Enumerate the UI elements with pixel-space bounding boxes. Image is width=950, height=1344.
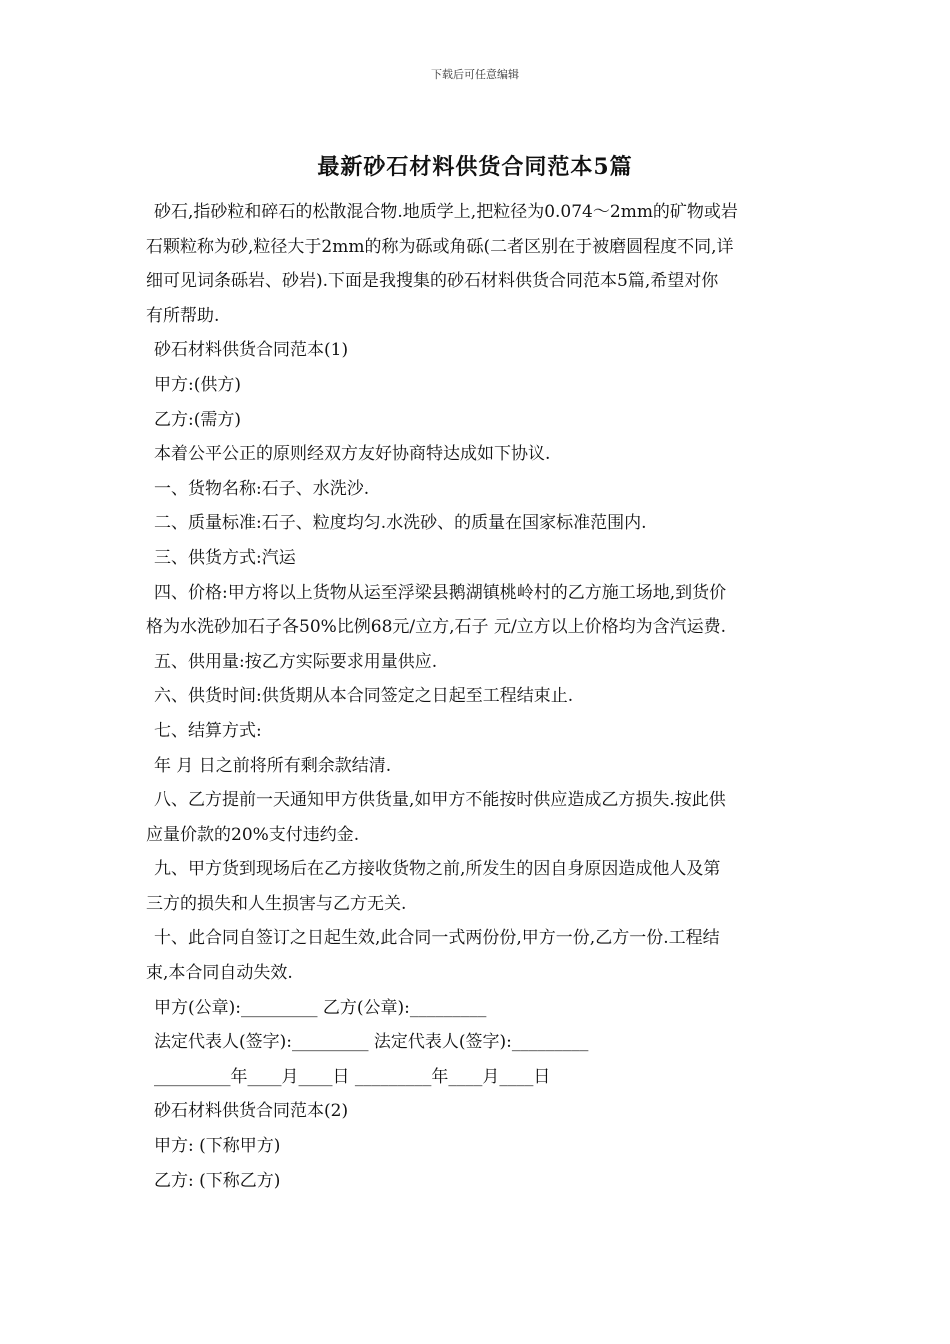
paragraph-line: 细可见词条砾岩、砂岩).下面是我搜集的砂石材料供货合同范本5篇,希望对你 (146, 271, 719, 292)
paragraph-line: 六、供货时间:供货期从本合同签定之日起至工程结束止. (154, 686, 574, 707)
paragraph-line: 甲方:(供方) (154, 374, 241, 395)
paragraph-line: 乙方:(需方) (154, 409, 241, 430)
paragraph-line: 应量价款的20%支付违约金. (146, 824, 360, 845)
paragraph-line: 乙方: (下称乙方) (154, 1170, 281, 1191)
paragraph-line: 甲方: (下称甲方) (154, 1136, 281, 1157)
paragraph-line: 束,本合同自动失效. (146, 963, 293, 984)
paragraph-line: 九、甲方货到现场后在乙方接收货物之前,所发生的因自身原因造成他人及第 (154, 859, 721, 880)
document-body (146, 195, 808, 1198)
paragraph-line: 二、质量标准:石子、粒度均匀.水洗砂、的质量在国家标准范围内. (154, 513, 647, 534)
paragraph-line: 四、价格:甲方将以上货物从运至浮梁县鹅湖镇桃岭村的乙方施工场地,到货价 (154, 582, 727, 603)
paragraph-line: 石颗粒称为砂,粒径大于2mm的称为砾或角砾(二者区别在于被磨圆程度不同,详 (146, 236, 734, 257)
paragraph-line: 格为水洗砂加石子各50%比例68元/立方,石子 元/立方以上价格均为含汽运费. (146, 617, 727, 638)
paragraph-line: 年 月 日之前将所有剩余款结清. (154, 755, 392, 776)
paragraph-line: 八、乙方提前一天通知甲方供货量,如甲方不能按时供应造成乙方损失.按此供 (154, 790, 726, 811)
paragraph-line: 本着公平公正的原则经双方友好协商特达成如下协议. (154, 444, 551, 465)
paragraph-line: 五、供用量:按乙方实际要求用量供应. (154, 651, 438, 672)
header-note: 下载后可任意编辑 (431, 68, 519, 81)
paragraph-line: 十、此合同自签订之日起生效,此合同一式两份份,甲方一份,乙方一份.工程结 (154, 928, 720, 949)
paragraph-line: 三方的损失和人生损害与乙方无关. (146, 893, 407, 914)
paragraph-line: 七、结算方式: (154, 720, 262, 741)
paragraph-line: 有所帮助. (146, 305, 220, 326)
document-title: 最新砂石材料供货合同范本5篇 (317, 154, 633, 180)
paragraph-line: 甲方(公章):_________ 乙方(公章):_________ (154, 997, 487, 1018)
paragraph-line: 一、货物名称:石子、水洗沙. (154, 478, 370, 499)
paragraph-line: 砂石材料供货合同范本(1) (154, 340, 349, 361)
paragraph-line: _________年____月____日 _________年____月____日 (154, 1066, 551, 1087)
paragraph-line: 砂石,指砂粒和碎石的松散混合物.地质学上,把粒径为0.074～2mm的矿物或岩 (154, 202, 738, 222)
paragraph-line: 砂石材料供货合同范本(2) (154, 1101, 349, 1122)
paragraph-line: 法定代表人(签字):_________ 法定代表人(签字):_________ (154, 1032, 589, 1053)
paragraph-line: 三、供货方式:汽运 (154, 547, 296, 568)
